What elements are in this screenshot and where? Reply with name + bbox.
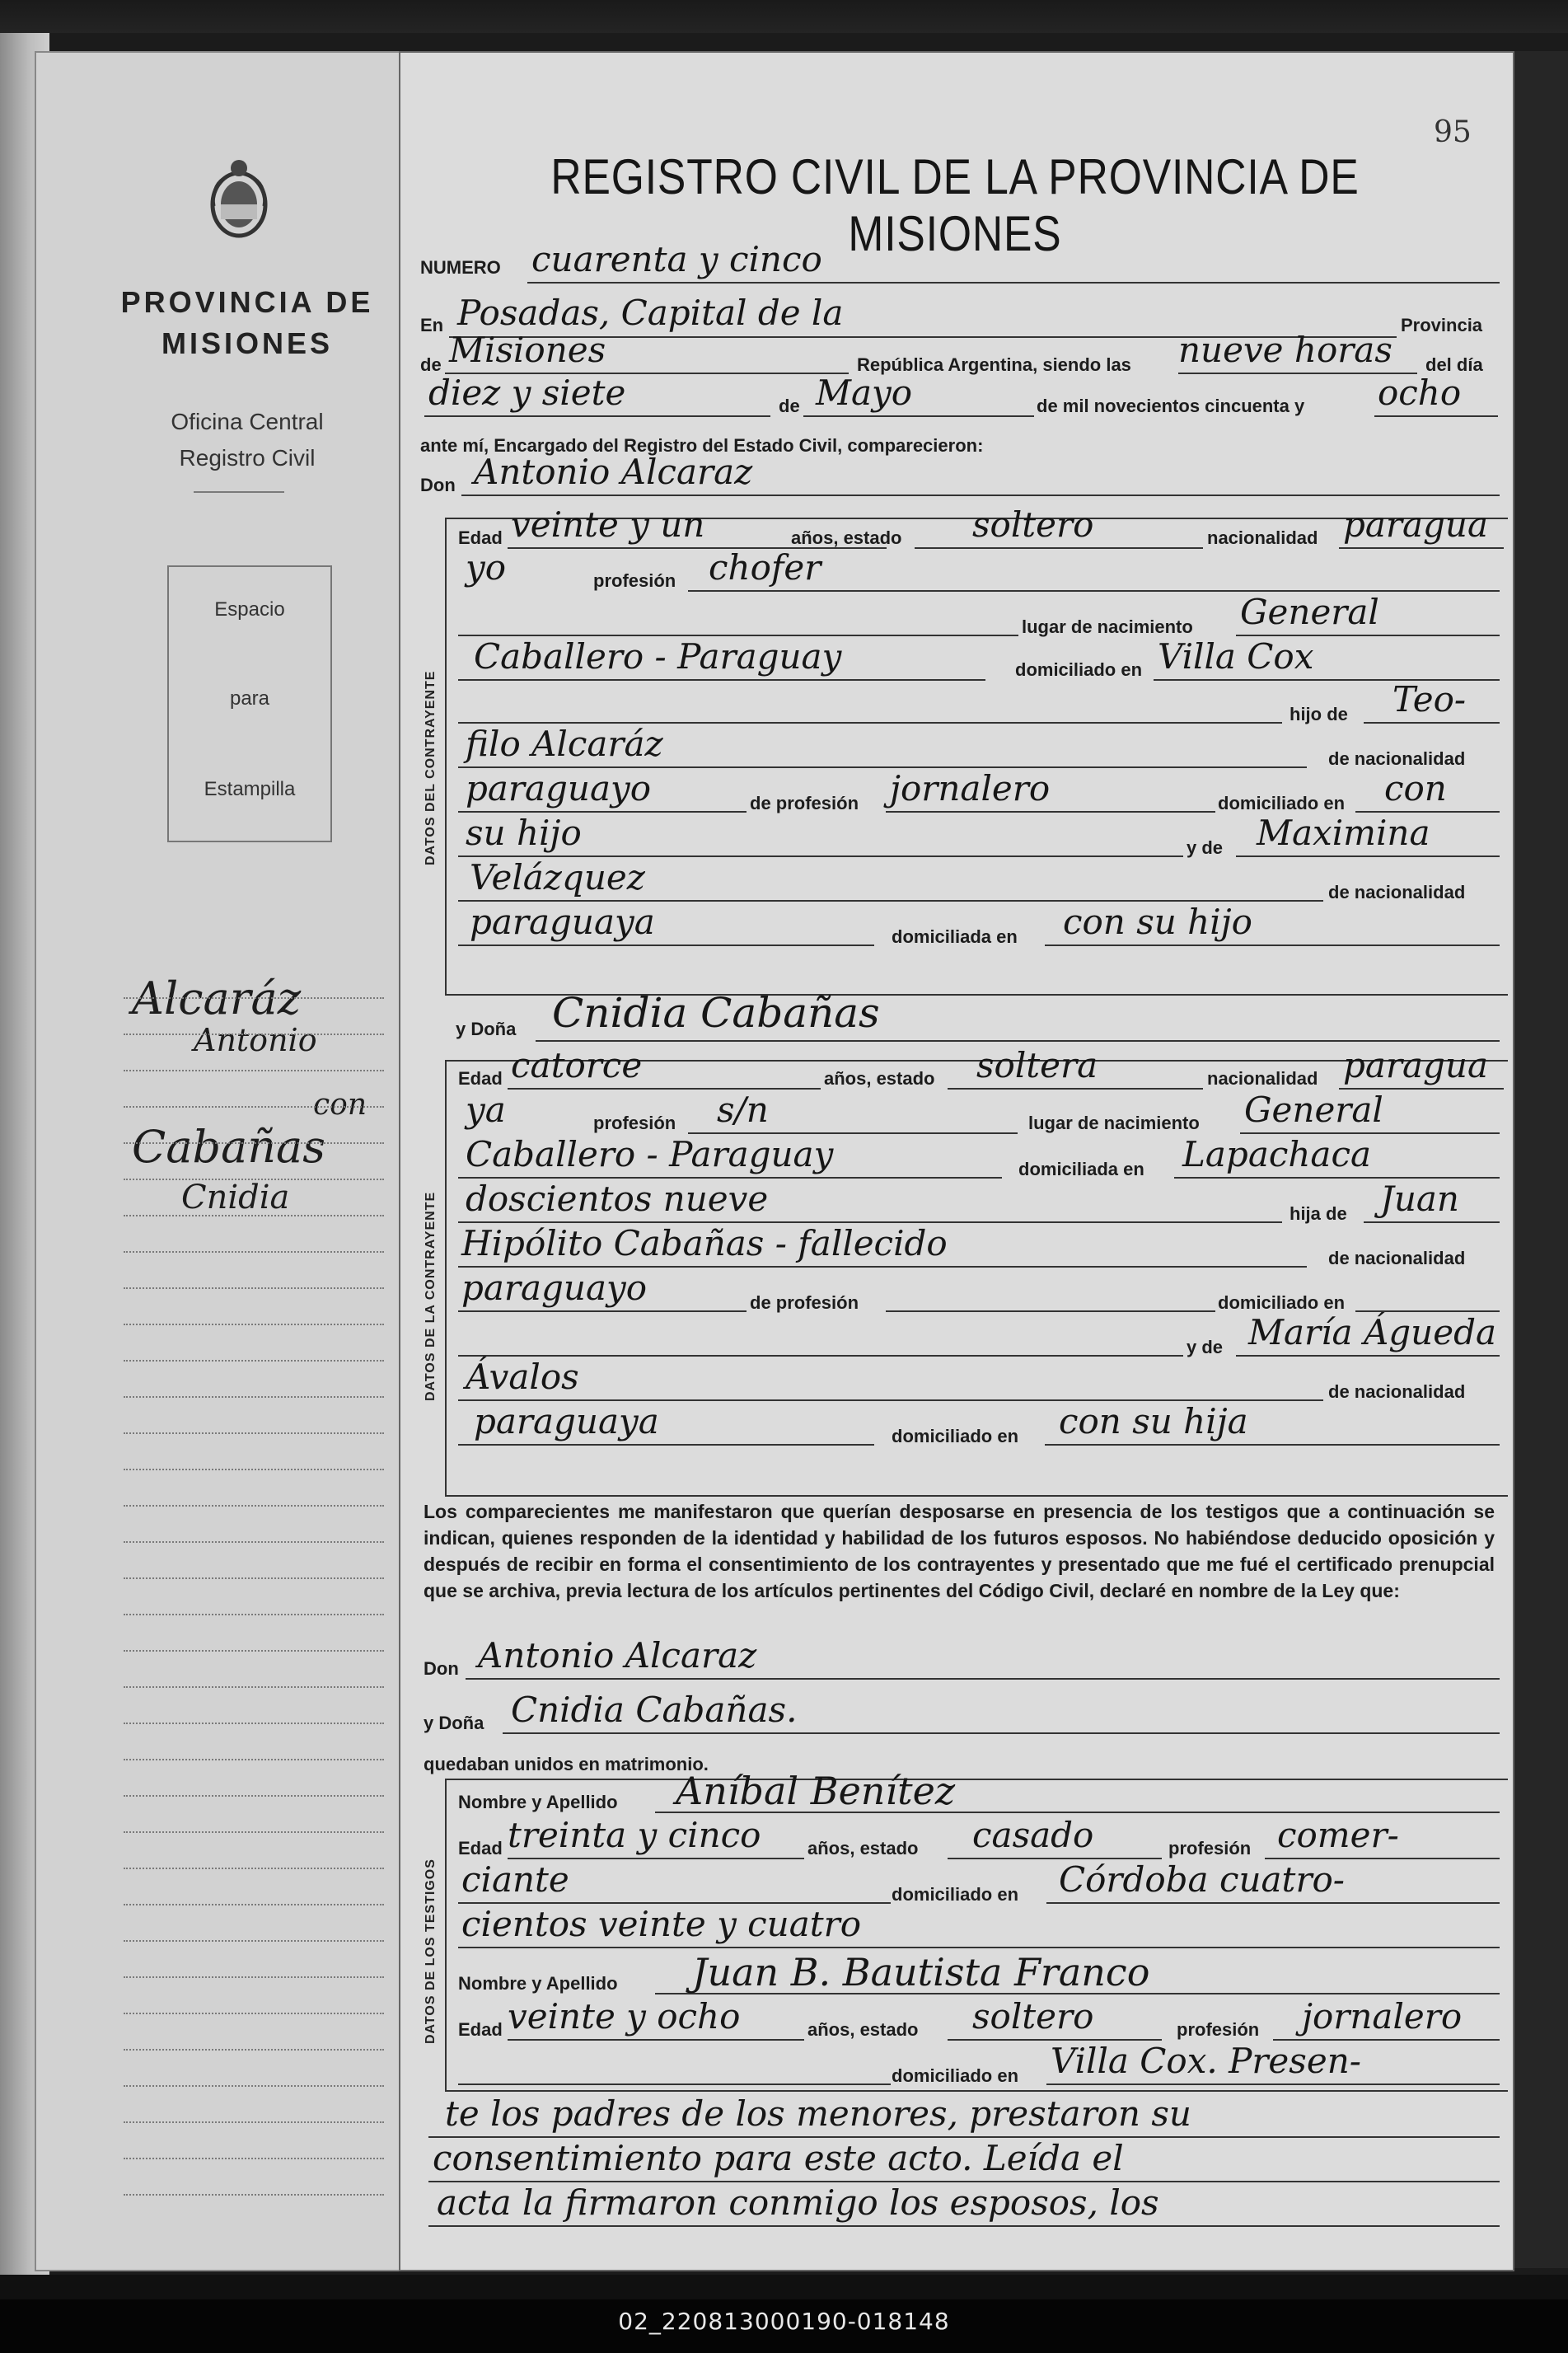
margin-ruled-line	[124, 1614, 384, 1615]
label-y-de: y de	[1187, 837, 1224, 858]
line-w2-dom	[1046, 2083, 1500, 2085]
bride-status: soltera	[976, 1045, 1098, 1085]
line-bride-father-nac	[458, 1310, 747, 1312]
label-hijo-de: hijo de	[1290, 704, 1348, 724]
label-bride-mother-nac: de nacionalidad	[1328, 1381, 1466, 1402]
label-w2-estado: años, estado	[807, 2019, 919, 2040]
margin-ruled-line	[124, 1034, 384, 1035]
label-ante-mi: ante mí, Encargado del Registro del Estado Civil, comparecieron:	[420, 435, 984, 456]
label-groom-nac: nacionalidad	[1207, 527, 1318, 548]
line-numero	[527, 282, 1500, 284]
closing-line-3: acta la firmaron conmigo los esposos, los	[437, 2182, 1159, 2223]
witness1-domicile: Córdoba cuatro-	[1059, 1859, 1345, 1900]
label-w2-nombre: Nombre y Apellido	[458, 1973, 618, 1994]
margin-ruled-line	[124, 2194, 384, 2196]
line-day	[424, 415, 770, 417]
line-mother-nac	[458, 944, 874, 946]
line-union-don	[466, 1678, 1500, 1680]
margin-ruled-line	[124, 1723, 384, 1724]
label-provincia: Provincia	[1401, 315, 1483, 335]
label-father-prof: de profesión	[750, 793, 859, 813]
bride-name: Cnidia Cabañas	[552, 989, 880, 1037]
label-union-dona: y Doña	[424, 1713, 484, 1733]
margin-ruled-line	[124, 1541, 384, 1543]
label-w2-dom: domiciliado en	[892, 2065, 1019, 2086]
margin-ruled-line	[124, 1070, 384, 1071]
line-bride-status	[948, 1088, 1203, 1090]
union-don-name: Antonio Alcaraz	[478, 1635, 757, 1676]
witness1-status: casado	[972, 1815, 1094, 1855]
margin-ruled-line	[124, 1432, 384, 1434]
margin-ruled-line	[124, 1868, 384, 1869]
value-year: ocho	[1378, 373, 1462, 413]
bride-domicile: Lapachaca	[1182, 1134, 1372, 1174]
line-y-dona	[536, 1040, 1500, 1042]
groom-domicile: Villa Cox	[1158, 636, 1314, 677]
margin-note-surname: Alcaráz	[132, 973, 302, 1024]
label-de: de	[420, 354, 442, 375]
label-bride-nac: nacionalidad	[1207, 1068, 1318, 1089]
margin-ruled-line	[124, 1469, 384, 1470]
line-w1-dom2	[458, 1947, 1500, 1948]
office-line2: Registro Civil	[179, 445, 316, 471]
line-mother-dom	[1045, 944, 1500, 946]
line-bride-mother-nac	[458, 1444, 874, 1446]
value-place: Posadas, Capital de la	[457, 293, 844, 333]
margin-ruled-line	[124, 997, 384, 999]
value-numero: cuarenta y cinco	[531, 239, 822, 279]
line-bride-mother-dom	[1045, 1444, 1500, 1446]
groom-name: Antonio Alcaraz	[474, 452, 753, 492]
label-mother-nac: de nacionalidad	[1328, 882, 1466, 902]
label-y-dona: y Doña	[456, 1019, 517, 1039]
label-en: En	[420, 315, 444, 335]
groom-box-label: DATOS DEL CONTRAYENTE	[424, 670, 438, 865]
label-bride-edad: Edad	[458, 1068, 503, 1089]
office-line1: Oficina Central	[171, 409, 324, 434]
line-mother	[1236, 855, 1500, 857]
bride-domicile-cont: doscientos nueve	[466, 1179, 769, 1219]
margin-ruled-line	[124, 1795, 384, 1797]
margin-note-con: con	[313, 1088, 367, 1122]
label-w1-edad: Edad	[458, 1838, 503, 1858]
margin-ruled-line	[124, 1142, 384, 1144]
label-w2-prof: profesión	[1177, 2019, 1260, 2040]
bride-age: catorce	[511, 1045, 643, 1085]
label-father-nac: de nacionalidad	[1328, 748, 1466, 769]
line-bride-father-prof	[886, 1310, 1215, 1312]
label-bride-prof: profesión	[593, 1113, 676, 1133]
page-title: REGISTRO CIVIL DE LA PROVINCIA DE MISIONES	[550, 149, 1360, 261]
coat-of-arms-icon	[206, 157, 272, 239]
bride-box-label: DATOS DE LA CONTRAYENTE	[424, 1191, 438, 1401]
file-id: 02_220813000190-018148	[618, 2308, 950, 2335]
label-de-mes: de	[779, 396, 800, 416]
label-del-dia: del día	[1425, 354, 1483, 375]
bride-mother: María Águeda	[1248, 1312, 1496, 1352]
groom-birthplace-cont: Caballero - Paraguay	[474, 636, 842, 677]
margin-ruled-line	[124, 1360, 384, 1362]
margin-ruled-line	[124, 1976, 384, 1978]
union-dona-name: Cnidia Cabañas.	[511, 1690, 798, 1730]
label-bride-mother-dom: domiciliado en	[892, 1426, 1019, 1446]
label-union-don: Don	[424, 1658, 459, 1679]
bride-mother-domicile: con su hija	[1059, 1401, 1248, 1441]
label-hija-de: hija de	[1290, 1203, 1347, 1224]
bride-father: Juan	[1380, 1179, 1459, 1219]
line-father	[1364, 722, 1500, 724]
right-edge	[1513, 51, 1568, 2268]
groom-father: Teo-	[1392, 679, 1467, 719]
margin-ruled-line	[124, 1287, 384, 1289]
groom-mother: Maximina	[1257, 813, 1430, 853]
label-father-dom: domiciliado en	[1218, 793, 1346, 813]
witness2-name: Juan B. Bautista Franco	[692, 1950, 1150, 1994]
margin-ruled-line	[124, 1251, 384, 1253]
margin-note-surname2: Cabañas	[132, 1121, 325, 1173]
label-groom-dom: domiciliado en	[1015, 659, 1143, 680]
stamp-space	[167, 565, 332, 842]
label-w1-nombre: Nombre y Apellido	[458, 1792, 618, 1812]
line-bride-age	[508, 1088, 821, 1090]
bride-profession: s/n	[717, 1090, 769, 1130]
margin-ruled-line	[124, 1686, 384, 1688]
label-w2-edad: Edad	[458, 2019, 503, 2040]
label-w1-prof: profesión	[1168, 1838, 1252, 1858]
label-bride-father-nac: de nacionalidad	[1328, 1248, 1466, 1268]
margin-ruled-line	[124, 2049, 384, 2051]
label-quedaban: quedaban unidos en matrimonio.	[424, 1754, 709, 1774]
margin-ruled-line	[124, 2013, 384, 2014]
label-numero: NUMERO	[420, 257, 501, 278]
label-bride-lugar: lugar de nacimiento	[1028, 1113, 1200, 1133]
groom-mother-cont: Velázquez	[470, 857, 645, 898]
groom-mother-nationality: paraguaya	[470, 902, 655, 942]
value-day: diez y siete	[428, 373, 626, 413]
margin-ruled-line	[124, 2158, 384, 2159]
line-union-dona	[503, 1732, 1500, 1734]
label-bride-dom: domiciliada en	[1018, 1159, 1144, 1179]
groom-father-domicile: con	[1384, 768, 1447, 809]
witness2-profession: jornalero	[1302, 1996, 1463, 2037]
label-groom-estado: años, estado	[791, 527, 902, 548]
bride-nationality: paragua	[1343, 1045, 1489, 1085]
margin-ruled-line	[124, 1215, 384, 1216]
witness1-profession-cont: ciante	[461, 1859, 569, 1900]
label-republica: República Argentina, siendo las	[857, 354, 1131, 375]
stamp-label-1: Espacio	[214, 598, 285, 621]
label-groom-lugar: lugar de nacimiento	[1022, 616, 1193, 637]
margin-ruled-line	[124, 1577, 384, 1579]
line-bride-mother	[1236, 1355, 1500, 1357]
witness1-name: Aníbal Benítez	[676, 1769, 956, 1813]
label-bride-y-de: y de	[1187, 1337, 1224, 1357]
line-w2-blank	[458, 2083, 891, 2085]
label-mother-dom: domiciliada en	[892, 926, 1018, 947]
margin-ruled-line	[124, 1324, 384, 1325]
bride-nationality-cont: ya	[466, 1090, 506, 1130]
line-w1-dom	[1046, 1902, 1500, 1904]
line-year	[1374, 415, 1498, 417]
groom-father-nationality: paraguayo	[466, 768, 652, 809]
margin-ruled-line	[124, 2121, 384, 2123]
witness1-profession: comer-	[1277, 1815, 1399, 1855]
label-w1-estado: años, estado	[807, 1838, 919, 1858]
margin-ruled-line	[124, 1396, 384, 1398]
groom-birthplace: General	[1240, 592, 1379, 632]
label-bride-father-prof: de profesión	[750, 1292, 859, 1313]
value-hour: nueve horas	[1178, 330, 1392, 370]
groom-nationality: paragua	[1343, 504, 1489, 545]
groom-father-profession: jornalero	[890, 768, 1051, 809]
margin-note-name2: Cnidia	[181, 1179, 290, 1216]
groom-father-cont: filo Alcaráz	[466, 724, 663, 764]
margin-ruled-line	[124, 1106, 384, 1108]
margin-ruled-line	[124, 1940, 384, 1942]
margin-ruled-line	[124, 1759, 384, 1760]
page-number: 95	[1434, 115, 1472, 149]
margin-ruled-line	[124, 1831, 384, 1833]
line-bride-father	[1364, 1221, 1500, 1223]
groom-mother-domicile: con su hijo	[1063, 902, 1252, 942]
bride-birthplace-cont: Caballero - Paraguay	[466, 1134, 834, 1174]
line-groom-nac	[1339, 547, 1504, 549]
bride-father-nationality: paraguayo	[461, 1268, 648, 1308]
bride-mother-cont: Ávalos	[466, 1357, 579, 1397]
declaration-text: Los comparecientes me manifestaron que querían desposarse en presencia de los testigos que a continuación se indican, quienes responden de la identidad y habilidad de los futuros esposos. No habiéndose deducido oposición y después de recibir en forma el consentimiento de los contrayentes y presentado que me fué el certificado prenupcial que se archiva, previa lectura de los artículos pertinentes del Código Civil, declaré en nombre de la Ley que:	[424, 1501, 1495, 1601]
line-w2-age	[508, 2039, 804, 2041]
province-line1: PROVINCIA DE	[120, 285, 374, 319]
label-bride-father-dom: domiciliado en	[1218, 1292, 1346, 1313]
bride-birthplace: General	[1244, 1090, 1383, 1130]
value-province: Misiones	[449, 330, 606, 370]
witness1-domicile-cont: cientos veinte y cuatro	[461, 1904, 862, 1944]
line-groom-birth2	[458, 679, 985, 681]
label-groom-edad: Edad	[458, 527, 503, 548]
label-don: Don	[420, 475, 456, 495]
margin-ruled-line	[124, 1650, 384, 1652]
margin-note-name: Antonio	[194, 1022, 317, 1058]
line-month	[803, 415, 1034, 417]
margin-ruled-line	[124, 1904, 384, 1905]
line-groom-status	[915, 547, 1203, 549]
label-mil-novecientos: de mil novecientos cincuenta y	[1037, 396, 1305, 416]
line-don	[461, 495, 1500, 496]
margin-ruled-line	[124, 1505, 384, 1507]
groom-profession: chofer	[709, 547, 821, 588]
groom-age: veinte y un	[511, 504, 705, 545]
province-line2: MISIONES	[161, 326, 334, 360]
label-bride-estado: años, estado	[824, 1068, 935, 1089]
closing-line-1: te los padres de los menores, prestaron su	[445, 2093, 1191, 2134]
witness2-status: soltero	[972, 1996, 1094, 2037]
line-father-prof	[886, 811, 1215, 813]
margin-ruled-line	[124, 1179, 384, 1180]
value-month: Mayo	[816, 373, 913, 413]
witnesses-box-label: DATOS DE LOS TESTIGOS	[424, 1858, 438, 2044]
groom-father-domicile-cont: su hijo	[466, 813, 582, 853]
office-underline	[194, 491, 284, 493]
line-closing-3	[428, 2225, 1500, 2227]
bride-father-cont: Hipólito Cabañas - fallecido	[461, 1223, 948, 1263]
stamp-label-2: para	[229, 687, 270, 710]
margin-ruled-line	[124, 2085, 384, 2087]
label-w1-dom: domiciliado en	[892, 1884, 1019, 1905]
groom-nationality-cont: yo	[466, 547, 507, 588]
witness2-domicile: Villa Cox. Presen-	[1051, 2041, 1361, 2081]
bride-mother-nationality: paraguaya	[474, 1401, 659, 1441]
stamp-label-3: Estampilla	[204, 778, 296, 800]
label-groom-prof: profesión	[593, 570, 676, 591]
witness1-age: treinta y cinco	[508, 1815, 761, 1855]
closing-line-2: consentimiento para este acto. Leída el	[433, 2138, 1124, 2178]
groom-status: soltero	[972, 504, 1094, 545]
witness2-age: veinte y ocho	[508, 1996, 741, 2037]
